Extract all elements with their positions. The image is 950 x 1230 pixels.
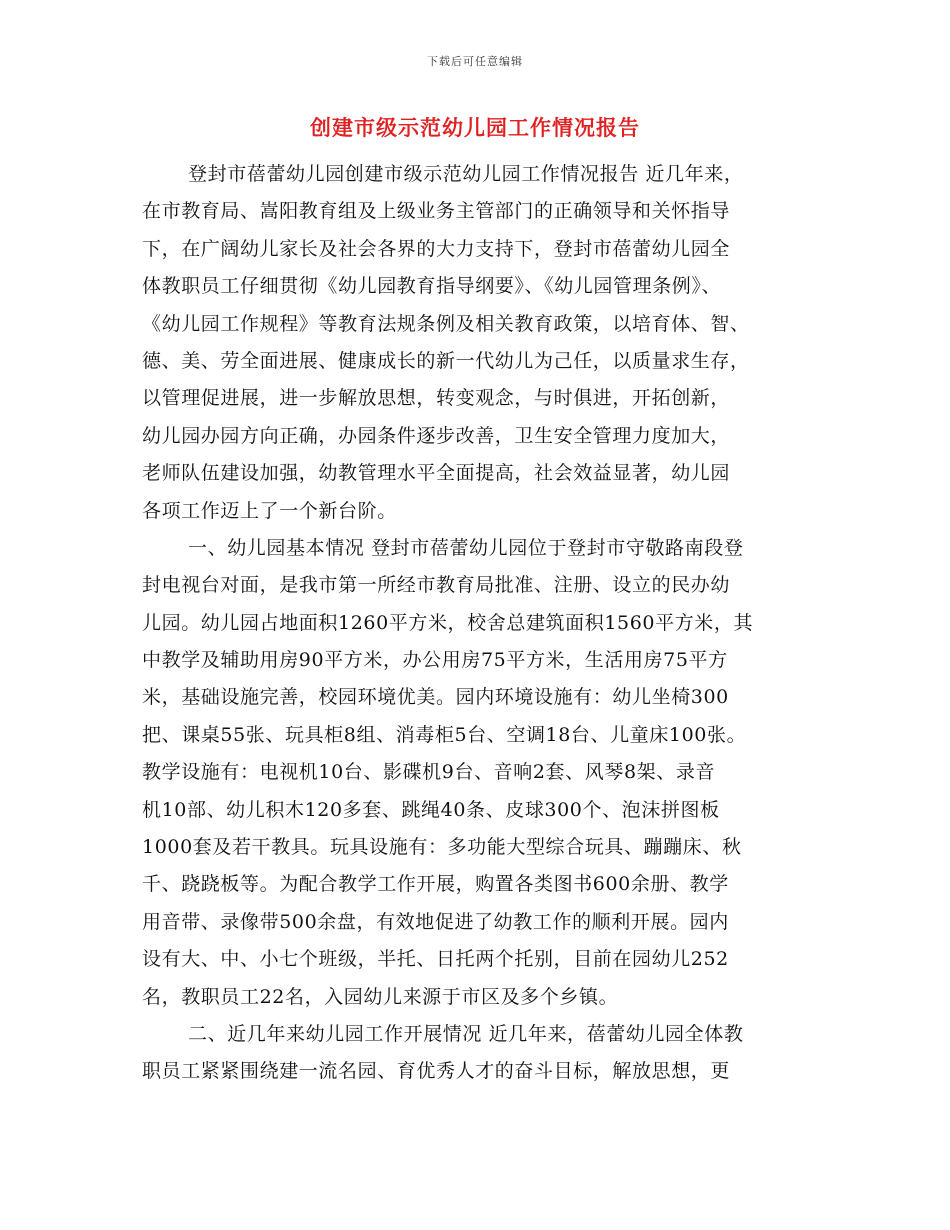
- body-line: 各项工作迈上了一个新台阶。: [142, 499, 397, 522]
- body-line: 儿园。幼儿园占地面积1260平方米，校舍总建筑面积1560平方米，其: [142, 611, 754, 634]
- body-line: 中教学及辅助用房90平方米，办公用房75平方米，生活用房75平方: [142, 649, 728, 672]
- body-line: 老师队伍建设加强，幼教管理水平全面提高，社会效益显著，幼儿园: [142, 462, 731, 485]
- body-line: 设有大、中、小七个班级，半托、日托两个托别，目前在园幼儿252: [142, 948, 729, 971]
- body-line: 幼儿园办园方向正确，办园条件逐步改善，卫生安全管理力度加大，: [142, 424, 731, 447]
- document-title: 创建市级示范幼儿园工作情况报告: [310, 116, 640, 140]
- body-line: 用音带、录像带500余盘，有效地促进了幼教工作的顺利开展。园内: [142, 910, 729, 933]
- body-line: 机10部、幼儿积木120多套、跳绳40条、皮球300个、泡沫拼图板: [142, 798, 720, 821]
- body-line: 1000套及若干教具。玩具设施有：多功能大型综合玩具、蹦蹦床、秋: [142, 836, 742, 859]
- body-line: 米，基础设施完善，校园环境优美。园内环境设施有：幼儿坐椅300: [142, 686, 729, 709]
- body-line: 在市教育局、嵩阳教育组及上级业务主管部门的正确领导和关怀指导: [142, 200, 731, 223]
- body-line: 千、跷跷板等。为配合教学工作开展，购置各类图书600余册、教学: [142, 873, 729, 896]
- body-line: 以管理促进展，进一步解放思想，转变观念，与时俱进，开拓创新，: [142, 387, 731, 410]
- body-line: 教学设施有：电视机10台、影碟机9台、音响2套、风琴8架、录音: [142, 761, 716, 784]
- body-line: 把、课桌55张、玩具柜8组、消毒柜5台、空调18台、儿童床100张。: [142, 723, 747, 746]
- document-body: [142, 156, 822, 1091]
- body-line: 职员工紧紧围绕建一流名园、育优秀人才的奋斗目标，解放思想，更: [142, 1060, 731, 1083]
- body-line: 登封市蓓蕾幼儿园创建市级示范幼儿园工作情况报告 近几年来，: [188, 163, 744, 185]
- body-line: 德、美、劳全面进展、健康成长的新一代幼儿为己任，以质量求生存，: [142, 349, 750, 372]
- header-note: 下载后可任意编辑: [427, 55, 523, 68]
- body-line: 一、幼儿园基本情况 登封市蓓蕾幼儿园位于登封市守敬路南段登: [188, 536, 744, 559]
- body-line: 封电视台对面，是我市第一所经市教育局批准、注册、设立的民办幼: [142, 574, 731, 597]
- body-line: 名，教职员工22名，入园幼儿来源于市区及多个乡镇。: [142, 985, 619, 1008]
- body-line: 体教职员工仔细贯彻《幼儿园教育指导纲要》、《幼儿园管理条例》、: [142, 275, 722, 298]
- body-line: 下，在广阔幼儿家长及社会各界的大力支持下，登封市蓓蕾幼儿园全: [142, 237, 731, 260]
- body-line: 二、近几年来幼儿园工作开展情况 近几年来，蓓蕾幼儿园全体教: [188, 1022, 744, 1045]
- body-line: 《幼儿园工作规程》等教育法规条例及相关教育政策，以培育体、智、: [142, 312, 750, 335]
